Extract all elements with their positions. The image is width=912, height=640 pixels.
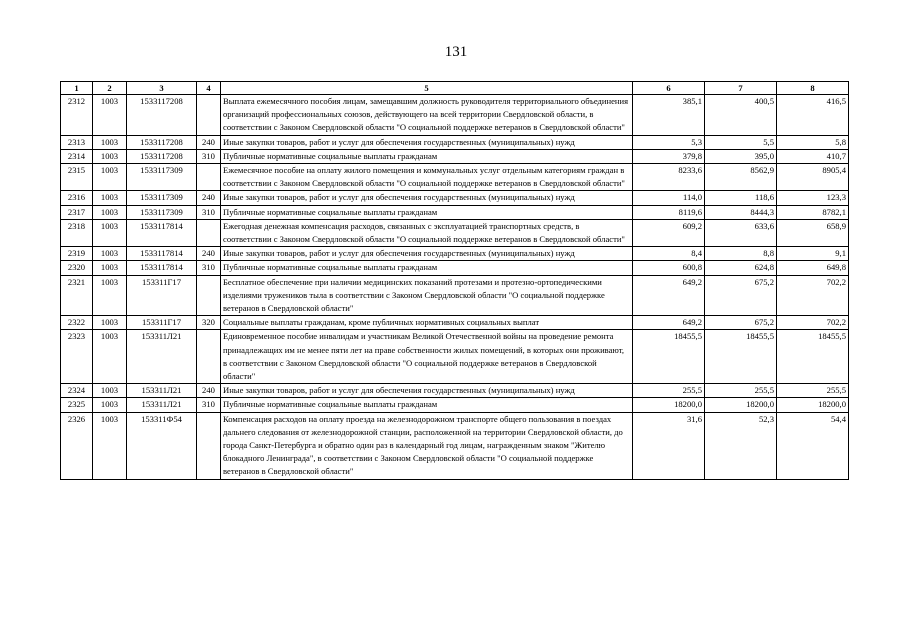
table-row xyxy=(61,247,849,261)
target-code-cell: 153311Л21 xyxy=(127,384,197,398)
description-cell: Выплата ежемесячного пособия лицам, замещавшим должность руководителя территориального объединения организаций профессиональных союзов, действующего на всей территории Свердловской области, в соответствии с Законом Свердловской области "О социальной поддержке ветеранов в Свердловской области" xyxy=(221,95,633,136)
amount-col8-cell: 18200,0 xyxy=(777,398,849,412)
amount-col8-cell: 5,8 xyxy=(777,135,849,149)
header-cell-7: 7 xyxy=(705,82,777,95)
target-code-cell: 153311Л21 xyxy=(127,398,197,412)
expense-type-cell xyxy=(197,219,221,246)
section-code-cell: 1003 xyxy=(93,275,127,316)
amount-col6-cell: 114,0 xyxy=(633,191,705,205)
amount-col7-cell: 624,8 xyxy=(705,261,777,275)
target-code-cell: 1533117309 xyxy=(127,205,197,219)
table-row xyxy=(61,384,849,398)
description-cell: Иные закупки товаров, работ и услуг для обеспечения государственных (муниципальных) нужд xyxy=(221,191,633,205)
amount-col7-cell: 5,5 xyxy=(705,135,777,149)
expense-type-cell: 240 xyxy=(197,384,221,398)
target-code-cell: 153311Л21 xyxy=(127,330,197,384)
amount-col7-cell: 675,2 xyxy=(705,316,777,330)
row-number-cell: 2325 xyxy=(61,398,93,412)
table-row xyxy=(61,398,849,412)
table-row xyxy=(61,219,849,246)
amount-col8-cell: 18455,5 xyxy=(777,330,849,384)
amount-col7-cell: 8,8 xyxy=(705,247,777,261)
description-cell: Публичные нормативные социальные выплаты гражданам xyxy=(221,205,633,219)
target-code-cell: 153311Ф54 xyxy=(127,412,197,479)
amount-col8-cell: 8905,4 xyxy=(777,164,849,191)
amount-col6-cell: 600,8 xyxy=(633,261,705,275)
amount-col7-cell: 395,0 xyxy=(705,149,777,163)
target-code-cell: 1533117814 xyxy=(127,261,197,275)
header-cell-2: 2 xyxy=(93,82,127,95)
table-row xyxy=(61,95,849,136)
section-code-cell: 1003 xyxy=(93,247,127,261)
description-cell: Компенсация расходов на оплату проезда на железнодорожном транспорте общего пользования в поездах дальнего следования от железнодорожной станции, расположенной на территории Свердловской области, до города Санкт-Петербурга и обратно один раз в календарный год лицам, награжденным знаком "Жителю блокадного Ленинграда", в соответствии с Законом Свердловской области "О социальной поддержке ветеранов в Свердловской области" xyxy=(221,412,633,479)
amount-col8-cell: 410,7 xyxy=(777,149,849,163)
amount-col8-cell: 649,8 xyxy=(777,261,849,275)
table-row xyxy=(61,205,849,219)
table-row xyxy=(61,412,849,479)
amount-col6-cell: 8119,6 xyxy=(633,205,705,219)
amount-col8-cell: 702,2 xyxy=(777,275,849,316)
description-cell: Единовременное пособие инвалидам и участникам Великой Отечественной войны на проведение ремонта принадлежащих им не менее пяти лет на праве собственности жилых помещений, в которых они проживают, в соответствии с Законом Свердловской области "О социальной поддержке ветеранов в Свердловской области" xyxy=(221,330,633,384)
description-cell: Публичные нормативные социальные выплаты гражданам xyxy=(221,261,633,275)
section-code-cell: 1003 xyxy=(93,398,127,412)
section-code-cell: 1003 xyxy=(93,164,127,191)
amount-col6-cell: 255,5 xyxy=(633,384,705,398)
header-cell-6: 6 xyxy=(633,82,705,95)
target-code-cell: 153311Г17 xyxy=(127,275,197,316)
target-code-cell: 1533117814 xyxy=(127,219,197,246)
description-cell: Ежегодная денежная компенсация расходов, связанных с эксплуатацией транспортных средств, в соответствии с Законом Свердловской области "О социальной поддержке ветеранов в Свердловской области" xyxy=(221,219,633,246)
target-code-cell: 1533117208 xyxy=(127,149,197,163)
amount-col6-cell: 18455,5 xyxy=(633,330,705,384)
amount-col8-cell: 8782,1 xyxy=(777,205,849,219)
page-number: 131 xyxy=(444,44,468,60)
target-code-cell: 1533117309 xyxy=(127,164,197,191)
amount-col7-cell: 400,5 xyxy=(705,95,777,136)
header-cell-3: 3 xyxy=(127,82,197,95)
target-code-cell: 1533117208 xyxy=(127,95,197,136)
table-row xyxy=(61,164,849,191)
section-code-cell: 1003 xyxy=(93,316,127,330)
expense-type-cell: 240 xyxy=(197,135,221,149)
header-cell-8: 8 xyxy=(777,82,849,95)
amount-col7-cell: 52,3 xyxy=(705,412,777,479)
table-row xyxy=(61,316,849,330)
expense-type-cell xyxy=(197,412,221,479)
expense-type-cell: 310 xyxy=(197,149,221,163)
target-code-cell: 1533117208 xyxy=(127,135,197,149)
header-cell-1: 1 xyxy=(61,82,93,95)
expense-type-cell xyxy=(197,95,221,136)
amount-col6-cell: 649,2 xyxy=(633,316,705,330)
expense-type-cell xyxy=(197,275,221,316)
section-code-cell: 1003 xyxy=(93,135,127,149)
header-row xyxy=(61,82,849,95)
row-number-cell: 2312 xyxy=(61,95,93,136)
amount-col8-cell: 658,9 xyxy=(777,219,849,246)
row-number-cell: 2318 xyxy=(61,219,93,246)
amount-col8-cell: 9,1 xyxy=(777,247,849,261)
amount-col8-cell: 416,5 xyxy=(777,95,849,136)
amount-col6-cell: 8,4 xyxy=(633,247,705,261)
header-cell-5: 5 xyxy=(221,82,633,95)
section-code-cell: 1003 xyxy=(93,95,127,136)
expense-type-cell xyxy=(197,330,221,384)
amount-col7-cell: 633,6 xyxy=(705,219,777,246)
description-cell: Иные закупки товаров, работ и услуг для обеспечения государственных (муниципальных) нужд xyxy=(221,247,633,261)
amount-col6-cell: 609,2 xyxy=(633,219,705,246)
amount-col6-cell: 8233,6 xyxy=(633,164,705,191)
expense-type-cell: 310 xyxy=(197,205,221,219)
amount-col6-cell: 379,8 xyxy=(633,149,705,163)
description-cell: Ежемесячное пособие на оплату жилого помещения и коммунальных услуг отдельным категориям граждан в соответствии с Законом Свердловской области "О социальной поддержке ветеранов в Свердловской области" xyxy=(221,164,633,191)
amount-col7-cell: 8562,9 xyxy=(705,164,777,191)
description-cell: Социальные выплаты гражданам, кроме публичных нормативных социальных выплат xyxy=(221,316,633,330)
table-row xyxy=(61,261,849,275)
section-code-cell: 1003 xyxy=(93,412,127,479)
table-row xyxy=(61,149,849,163)
row-number-cell: 2320 xyxy=(61,261,93,275)
table-body xyxy=(61,95,849,480)
amount-col8-cell: 255,5 xyxy=(777,384,849,398)
amount-col8-cell: 702,2 xyxy=(777,316,849,330)
section-code-cell: 1003 xyxy=(93,191,127,205)
target-code-cell: 1533117309 xyxy=(127,191,197,205)
row-number-cell: 2322 xyxy=(61,316,93,330)
amount-col8-cell: 54,4 xyxy=(777,412,849,479)
section-code-cell: 1003 xyxy=(93,219,127,246)
row-number-cell: 2314 xyxy=(61,149,93,163)
budget-table xyxy=(60,81,849,480)
expense-type-cell: 310 xyxy=(197,261,221,275)
row-number-cell: 2324 xyxy=(61,384,93,398)
amount-col7-cell: 8444,3 xyxy=(705,205,777,219)
amount-col7-cell: 118,6 xyxy=(705,191,777,205)
amount-col7-cell: 18200,0 xyxy=(705,398,777,412)
row-number-cell: 2321 xyxy=(61,275,93,316)
amount-col6-cell: 18200,0 xyxy=(633,398,705,412)
expense-type-cell xyxy=(197,164,221,191)
description-cell: Публичные нормативные социальные выплаты гражданам xyxy=(221,398,633,412)
description-cell: Бесплатное обеспечение при наличии медицинских показаний протезами и протезно-ортопедическими изделиями тружеников тыла в соответствии с Законом Свердловской области "О социальной поддержке ветеранов в Свердловской области" xyxy=(221,275,633,316)
table-row xyxy=(61,275,849,316)
section-code-cell: 1003 xyxy=(93,330,127,384)
table-row xyxy=(61,191,849,205)
target-code-cell: 1533117814 xyxy=(127,247,197,261)
expense-type-cell: 320 xyxy=(197,316,221,330)
target-code-cell: 153311Г17 xyxy=(127,316,197,330)
amount-col6-cell: 5,3 xyxy=(633,135,705,149)
amount-col6-cell: 31,6 xyxy=(633,412,705,479)
section-code-cell: 1003 xyxy=(93,149,127,163)
section-code-cell: 1003 xyxy=(93,384,127,398)
row-number-cell: 2317 xyxy=(61,205,93,219)
amount-col8-cell: 123,3 xyxy=(777,191,849,205)
expense-type-cell: 240 xyxy=(197,191,221,205)
description-cell: Иные закупки товаров, работ и услуг для обеспечения государственных (муниципальных) нужд xyxy=(221,135,633,149)
section-code-cell: 1003 xyxy=(93,205,127,219)
row-number-cell: 2326 xyxy=(61,412,93,479)
expense-type-cell: 240 xyxy=(197,247,221,261)
row-number-cell: 2313 xyxy=(61,135,93,149)
amount-col7-cell: 255,5 xyxy=(705,384,777,398)
table-row xyxy=(61,135,849,149)
row-number-cell: 2323 xyxy=(61,330,93,384)
description-cell: Иные закупки товаров, работ и услуг для обеспечения государственных (муниципальных) нужд xyxy=(221,384,633,398)
table-row xyxy=(61,330,849,384)
amount-col7-cell: 675,2 xyxy=(705,275,777,316)
row-number-cell: 2316 xyxy=(61,191,93,205)
description-cell: Публичные нормативные социальные выплаты гражданам xyxy=(221,149,633,163)
amount-col6-cell: 649,2 xyxy=(633,275,705,316)
row-number-cell: 2315 xyxy=(61,164,93,191)
expense-type-cell: 310 xyxy=(197,398,221,412)
section-code-cell: 1003 xyxy=(93,261,127,275)
amount-col7-cell: 18455,5 xyxy=(705,330,777,384)
header-cell-4: 4 xyxy=(197,82,221,95)
amount-col6-cell: 385,1 xyxy=(633,95,705,136)
row-number-cell: 2319 xyxy=(61,247,93,261)
